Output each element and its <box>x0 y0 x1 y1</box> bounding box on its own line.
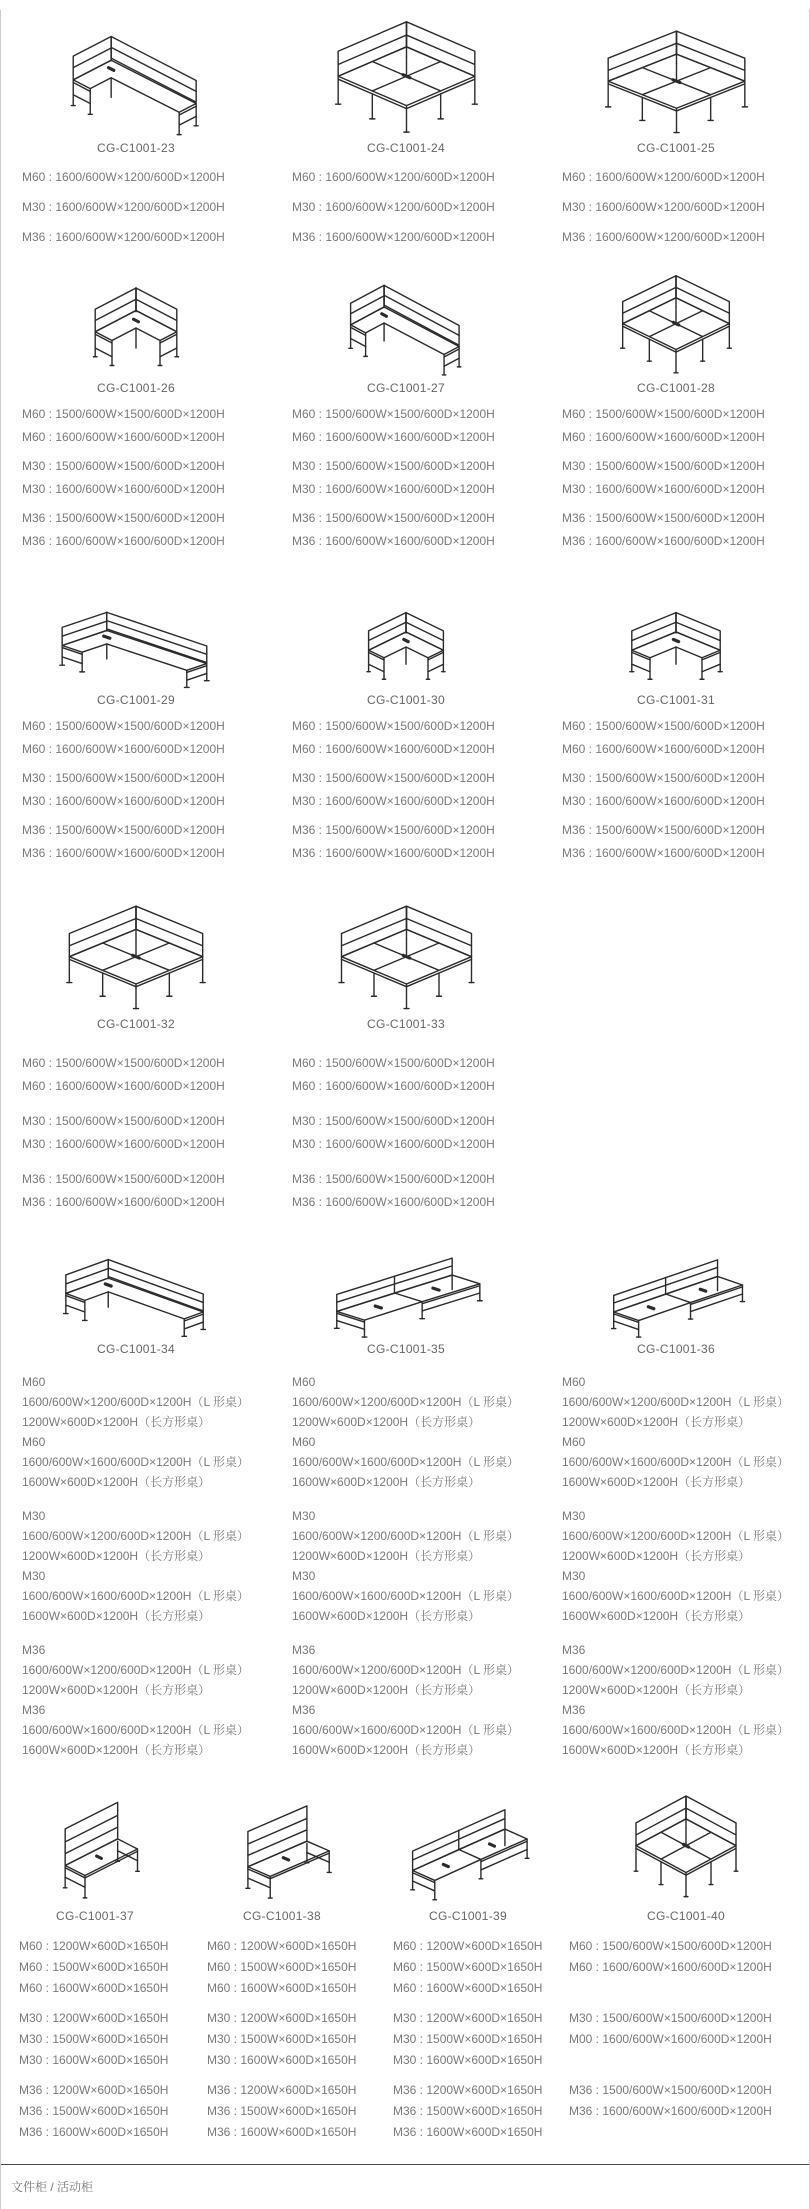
spec-group <box>393 2008 561 2071</box>
spec-line: M30 : 1500/600W×1500/600D×1200H <box>562 459 765 473</box>
spec-line: M30 : 1200W×600D×1650H <box>19 2011 169 2025</box>
product-card <box>1 1784 189 2152</box>
spec-line: M60 : 1500/600W×1500/600D×1200H <box>22 407 225 421</box>
product-code: CG-C1001-39 <box>428 1909 507 1923</box>
cross-cluster-workstation-line-art <box>36 898 236 1014</box>
spec-line: 1600W×600D×1200H（长方形桌） <box>22 1743 211 1757</box>
product-specs <box>375 1936 561 2143</box>
corner-workstation-line-art <box>611 604 741 690</box>
product-card <box>189 1784 375 2152</box>
spec-line: 1600/600W×1200/600D×1200H（L 形桌） <box>22 1529 250 1543</box>
product-code: CG-C1001-31 <box>636 693 715 707</box>
spec-line: M60 : 1600W×600D×1650H <box>19 1981 169 1995</box>
product-line-drawing <box>1 600 271 690</box>
product-code: CG-C1001-33 <box>366 1017 445 1031</box>
spec-line: M30 <box>22 1569 46 1583</box>
product-code: CG-C1001-26 <box>96 381 175 395</box>
product-specs <box>271 1052 541 1214</box>
spec-line: M30 : 1600/600W×1200/600D×1200H <box>562 200 765 214</box>
product-code: CG-C1001-34 <box>96 1342 175 1356</box>
spec-group <box>292 1372 541 1492</box>
spec-group <box>292 819 541 864</box>
spec-group <box>562 455 810 500</box>
double-inline-workstation-line-art <box>306 1247 506 1339</box>
spec-line: M60 : 1500W×600D×1650H <box>393 1960 543 1974</box>
spec-line: M36 : 1600W×600D×1650H <box>19 2125 169 2139</box>
spec-line: 1200W×600D×1200H（长方形桌） <box>292 1415 481 1429</box>
spec-group <box>22 222 271 252</box>
product-line-drawing <box>541 258 810 378</box>
spec-line: M36 <box>292 1703 316 1717</box>
spec-line: M60 <box>562 1435 586 1449</box>
product-specs <box>1 403 271 552</box>
product-specs <box>1 1936 189 2143</box>
spec-line: 1600/600W×1200/600D×1200H（L 形桌） <box>562 1395 790 1409</box>
spec-group <box>22 162 271 192</box>
spec-line: 1600W×600D×1200H（长方形桌） <box>562 1743 751 1757</box>
spec-line: 1200W×600D×1200H（长方形桌） <box>562 1415 751 1429</box>
spec-line: M60 : 1500/600W×1500/600D×1200H <box>292 1056 495 1070</box>
spec-line: M36 : 1200W×600D×1650H <box>207 2083 357 2097</box>
spec-line: M30 <box>22 1509 46 1523</box>
product-row <box>1 1784 809 2152</box>
spec-group <box>562 403 810 448</box>
product-code: CG-C1001-27 <box>366 381 445 395</box>
product-line-drawing <box>1 258 271 378</box>
spec-group <box>562 1640 810 1760</box>
product-card <box>271 258 541 559</box>
product-specs <box>1 1052 271 1214</box>
product-line-drawing <box>561 1784 810 1902</box>
spec-line: 1600W×600D×1200H（长方形桌） <box>22 1475 211 1489</box>
l-workstation-line-art <box>41 1249 231 1339</box>
spec-group <box>207 2080 375 2143</box>
product-specs <box>1 715 271 864</box>
spec-line: M36 : 1500/600W×1500/600D×1200H <box>22 1172 225 1186</box>
spec-group <box>562 767 810 812</box>
spec-line: 1600/600W×1600/600D×1200H（L 形桌） <box>292 1455 520 1469</box>
spec-group <box>22 1110 271 1156</box>
spec-group <box>22 1506 271 1626</box>
spec-line: M60 : 1600W×600D×1650H <box>393 1981 543 1995</box>
spec-line: 1600W×600D×1200H（长方形桌） <box>22 1609 211 1623</box>
product-code: CG-C1001-30 <box>366 693 445 707</box>
spec-line: M30 : 1600W×600D×1650H <box>207 2053 357 2067</box>
spec-line: 1600/600W×1600/600D×1200H（L 形桌） <box>562 1589 790 1603</box>
product-card <box>271 600 541 871</box>
product-line-drawing <box>271 258 541 378</box>
spec-group <box>292 1110 541 1156</box>
spec-line: 1200W×600D×1200H（长方形桌） <box>562 1549 751 1563</box>
l-workstation-line-art <box>51 23 221 138</box>
double-inline-workstation-line-art <box>586 1249 766 1339</box>
spec-line: 1600/600W×1200/600D×1200H（L 形桌） <box>562 1529 790 1543</box>
spec-line: M30 : 1500/600W×1500/600D×1200H <box>562 771 765 785</box>
spec-line: M36 : 1600/600W×1600/600D×1200H <box>292 845 495 860</box>
product-code: CG-C1001-37 <box>55 1909 134 1923</box>
spec-line: M36 : 1600W×600D×1650H <box>393 2125 543 2139</box>
spec-line: M36 : 1600/600W×1600/600D×1200H <box>569 2104 772 2118</box>
spec-line: M60 : 1500/600W×1500/600D×1200H <box>562 719 765 733</box>
product-line-drawing <box>271 888 541 1014</box>
spec-group <box>292 1506 541 1626</box>
spec-line: M60 : 1600/600W×1200/600D×1200H <box>562 170 765 184</box>
product-code: CG-C1001-35 <box>366 1342 445 1356</box>
product-specs <box>271 715 541 864</box>
spec-line: 1600W×600D×1200H（长方形桌） <box>562 1475 751 1489</box>
product-code: CG-C1001-32 <box>96 1017 175 1031</box>
product-line-drawing <box>541 600 810 690</box>
corner-workstation-line-art <box>76 278 196 378</box>
spec-group <box>562 222 810 252</box>
spec-group <box>207 2008 375 2071</box>
spec-line: 1600W×600D×1200H（长方形桌） <box>292 1609 481 1623</box>
spec-group <box>19 1936 189 1999</box>
spec-line: 1600/600W×1600/600D×1200H（L 形桌） <box>562 1455 790 1469</box>
product-card <box>541 1244 810 1774</box>
spec-group <box>22 455 271 500</box>
spec-line: M36 : 1600/600W×1600/600D×1200H <box>292 533 495 548</box>
spec-group <box>22 1052 271 1098</box>
spec-group <box>569 1936 810 1999</box>
product-card <box>1 600 271 871</box>
spec-group <box>562 192 810 222</box>
product-code: CG-C1001-28 <box>636 381 715 395</box>
product-specs <box>189 1936 375 2143</box>
product-specs <box>541 715 810 864</box>
spec-line: M30 <box>562 1509 586 1523</box>
cross-cluster-workstation-line-art <box>574 23 779 138</box>
spec-line: M60 : 1500/600W×1500/600D×1200H <box>292 719 495 733</box>
spec-line: M30 : 1600/600W×1600/600D×1200H <box>22 481 225 496</box>
spec-line: M60 <box>22 1435 46 1449</box>
spec-line: M36 : 1600/600W×1200/600D×1200H <box>292 230 495 244</box>
spec-line: M60 : 1200W×600D×1650H <box>393 1939 543 1953</box>
spec-group <box>562 507 810 552</box>
spec-line: M60 : 1200W×600D×1650H <box>207 1939 357 1953</box>
product-code: CG-C1001-23 <box>96 141 175 155</box>
product-line-drawing <box>271 1244 541 1339</box>
product-specs <box>271 162 541 252</box>
spec-line: M60 : 1600/600W×1600/600D×1200H <box>562 741 765 756</box>
product-specs <box>1 1372 271 1760</box>
footer-category-label: 文件柜 / 活动柜 <box>11 2180 94 2194</box>
spec-line: M30 : 1500/600W×1500/600D×1200H <box>292 771 495 785</box>
product-line-drawing <box>271 10 541 138</box>
spec-line: M36 : 1600/600W×1200/600D×1200H <box>562 230 765 244</box>
spec-group <box>562 162 810 192</box>
spec-line: M60 : 1500W×600D×1650H <box>207 1960 357 1974</box>
spec-line: M30 : 1600/600W×1600/600D×1200H <box>22 1137 225 1151</box>
spec-line: 1600W×600D×1200H（长方形桌） <box>292 1743 481 1757</box>
spec-line: M30 : 1200W×600D×1650H <box>393 2011 543 2025</box>
cross-cluster-workstation-line-art <box>596 268 756 378</box>
product-line-drawing <box>1 1784 189 1902</box>
product-line-drawing <box>1 1244 271 1339</box>
product-card <box>561 1784 810 2152</box>
spec-line: 1600/600W×1600/600D×1200H（L 形桌） <box>292 1589 520 1603</box>
spec-group <box>292 192 541 222</box>
spec-line: M30 : 1500W×600D×1650H <box>19 2032 169 2046</box>
product-card <box>541 10 810 252</box>
spec-group <box>207 1936 375 1999</box>
spec-line: M60 <box>292 1375 316 1389</box>
corner-workstation-line-art <box>351 604 461 690</box>
spec-line: M30 : 1500/600W×1500/600D×1200H <box>22 1114 225 1128</box>
product-card <box>271 10 541 252</box>
spec-line: M36 : 1600/600W×1600/600D×1200H <box>22 845 225 860</box>
product-card <box>1 888 271 1226</box>
product-code: CG-C1001-36 <box>636 1342 715 1356</box>
spec-line: 1200W×600D×1200H（长方形桌） <box>292 1683 481 1697</box>
cross-cluster-workstation-line-art <box>611 1788 761 1902</box>
spec-group <box>562 715 810 760</box>
cross-cluster-workstation-line-art <box>304 13 509 138</box>
spec-line: M36 : 1500/600W×1500/600D×1200H <box>22 511 225 525</box>
spec-group <box>292 767 541 812</box>
spec-line: M60 <box>292 1435 316 1449</box>
spec-line: M36 : 1600/600W×1600/600D×1200H <box>22 533 225 548</box>
spec-line: M30 : 1500/600W×1500/600D×1200H <box>292 1114 495 1128</box>
spec-line: M36 : 1600/600W×1600/600D×1200H <box>292 1195 495 1209</box>
product-line-drawing <box>375 1784 561 1902</box>
product-code: CG-C1001-24 <box>366 141 445 155</box>
spec-group <box>292 222 541 252</box>
spec-line: M60 : 1600/600W×1200/600D×1200H <box>22 170 225 184</box>
spec-group <box>569 2008 810 2071</box>
spec-line: 1600/600W×1200/600D×1200H（L 形桌） <box>292 1529 520 1543</box>
spec-group <box>562 1372 810 1492</box>
product-code: CG-C1001-25 <box>636 141 715 155</box>
spec-line: M30 : 1600/600W×1200/600D×1200H <box>292 200 495 214</box>
spec-group <box>22 819 271 864</box>
spec-line: M36 : 1500W×600D×1650H <box>207 2104 357 2118</box>
product-card <box>271 1244 541 1774</box>
l-workstation-line-art <box>331 273 481 378</box>
product-card <box>1 10 271 252</box>
spec-line: M36 : 1500/600W×1500/600D×1200H <box>22 823 225 837</box>
product-specs <box>271 1372 541 1760</box>
product-specs <box>541 403 810 552</box>
spec-line: 1200W×600D×1200H（长方形桌） <box>22 1683 211 1697</box>
spec-line: M30 : 1600W×600D×1650H <box>393 2053 543 2067</box>
spec-line: M36 <box>562 1703 586 1717</box>
product-line-drawing <box>541 10 810 138</box>
spec-line: M60 : 1500/600W×1500/600D×1200H <box>22 719 225 733</box>
spec-group <box>22 1640 271 1760</box>
product-row <box>1 888 809 1226</box>
spec-group <box>393 2080 561 2143</box>
spec-line: M36 : 1500/600W×1500/600D×1200H <box>292 1172 495 1186</box>
spec-line: M60 : 1500/600W×1500/600D×1200H <box>22 1056 225 1070</box>
spec-line: M36 : 1600/600W×1600/600D×1200H <box>562 845 765 860</box>
spec-line: M60 : 1600W×600D×1650H <box>207 1981 357 1995</box>
spec-line: M30 : 1500/600W×1500/600D×1200H <box>569 2011 772 2025</box>
spec-line: M30 <box>562 1569 586 1583</box>
spec-line: 1200W×600D×1200H（长方形桌） <box>562 1683 751 1697</box>
spec-line: M36 : 1200W×600D×1650H <box>393 2083 543 2097</box>
spec-line: 1600/600W×1600/600D×1200H（L 形桌） <box>562 1723 790 1737</box>
catalog-page <box>0 10 810 2209</box>
product-card <box>375 1784 561 2152</box>
product-row <box>1 1244 809 1774</box>
spec-line: M30 : 1600/600W×1600/600D×1200H <box>292 793 495 808</box>
spec-group <box>22 767 271 812</box>
spec-group <box>19 2008 189 2071</box>
spec-line: M60 : 1600/600W×1600/600D×1200H <box>22 429 225 444</box>
spec-group <box>292 162 541 192</box>
spec-line: M30 : 1500W×600D×1650H <box>207 2032 357 2046</box>
product-card <box>1 1244 271 1774</box>
spec-line: M60 : 1500/600W×1500/600D×1200H <box>292 407 495 421</box>
spec-line: M36 <box>292 1643 316 1657</box>
spec-group <box>292 455 541 500</box>
spec-line: M00 : 1600/600W×1600/600D×1200H <box>569 2032 772 2046</box>
spec-line: M30 : 1500W×600D×1650H <box>393 2032 543 2046</box>
spec-line: M30 : 1600/600W×1600/600D×1200H <box>292 1137 495 1151</box>
spec-line: M60 : 1600/600W×1600/600D×1200H <box>22 741 225 756</box>
spec-group <box>19 2080 189 2143</box>
spec-line: M36 : 1500/600W×1500/600D×1200H <box>292 511 495 525</box>
product-code: CG-C1001-38 <box>242 1909 321 1923</box>
spec-group <box>393 1936 561 1999</box>
product-code: CG-C1001-29 <box>96 693 175 707</box>
product-card <box>271 888 541 1226</box>
spec-line: M36 : 1500/600W×1500/600D×1200H <box>562 511 765 525</box>
spec-line: M30 : 1600/600W×1600/600D×1200H <box>562 481 765 496</box>
spec-line: M60 <box>562 1375 586 1389</box>
spec-group <box>292 1168 541 1214</box>
spec-line: M36 : 1500W×600D×1650H <box>19 2104 169 2118</box>
spec-line: 1600/600W×1200/600D×1200H（L 形桌） <box>292 1395 520 1409</box>
spec-group <box>562 1506 810 1626</box>
high-panel-workstation-line-art <box>43 1790 148 1902</box>
double-inline-workstation-line-art <box>388 1797 548 1902</box>
spec-line: M30 : 1600/600W×1200/600D×1200H <box>22 200 225 214</box>
spec-line: 1600/600W×1200/600D×1200H（L 形桌） <box>22 1663 250 1677</box>
spec-line: M30 : 1600/600W×1600/600D×1200H <box>562 793 765 808</box>
spec-line: M60 : 1600/600W×1600/600D×1200H <box>569 1960 772 1974</box>
spec-line: M30 <box>292 1569 316 1583</box>
product-specs <box>271 403 541 552</box>
cross-cluster-workstation-line-art <box>309 898 504 1014</box>
spec-line: 1200W×600D×1200H（长方形桌） <box>22 1549 211 1563</box>
product-line-drawing <box>1 888 271 1014</box>
spec-group <box>292 1052 541 1098</box>
product-specs <box>541 162 810 252</box>
product-specs <box>541 1372 810 1760</box>
spec-line: M60 : 1600/600W×1600/600D×1200H <box>22 1079 225 1093</box>
spec-line: M60 : 1600/600W×1600/600D×1200H <box>292 741 495 756</box>
spec-line: M30 : 1600/600W×1600/600D×1200H <box>22 793 225 808</box>
spec-line: M36 : 1500/600W×1500/600D×1200H <box>569 2083 772 2097</box>
spec-line: M36 <box>22 1643 46 1657</box>
product-row <box>1 258 809 559</box>
spec-group <box>562 819 810 864</box>
spec-line: M36 : 1200W×600D×1650H <box>19 2083 169 2097</box>
spec-group <box>22 1372 271 1492</box>
spec-line: M30 : 1500/600W×1500/600D×1200H <box>22 459 225 473</box>
spec-line: M36 : 1600/600W×1600/600D×1200H <box>562 533 765 548</box>
spec-line: M36 : 1600W×600D×1650H <box>207 2125 357 2139</box>
spec-line: M36 : 1500/600W×1500/600D×1200H <box>562 823 765 837</box>
product-specs <box>561 1936 810 2143</box>
spec-line: M60 <box>22 1375 46 1389</box>
spec-line: 1600W×600D×1200H（长方形桌） <box>292 1475 481 1489</box>
spec-line: M30 : 1600/600W×1600/600D×1200H <box>292 481 495 496</box>
footer-divider <box>1 2164 809 2165</box>
spec-line: M36 <box>22 1703 46 1717</box>
product-card <box>541 600 810 871</box>
spec-group <box>22 403 271 448</box>
spec-line: M60 : 1500W×600D×1650H <box>19 1960 169 1974</box>
spec-line: M60 : 1600/600W×1600/600D×1200H <box>562 429 765 444</box>
spec-line: M30 : 1200W×600D×1650H <box>207 2011 357 2025</box>
spec-line: 1600/600W×1200/600D×1200H（L 形桌） <box>292 1663 520 1677</box>
product-line-drawing <box>541 1244 810 1339</box>
product-line-drawing <box>189 1784 375 1902</box>
spec-line: M60 : 1500/600W×1500/600D×1200H <box>569 1939 772 1953</box>
product-card <box>541 258 810 559</box>
spec-line: M60 : 1600/600W×1600/600D×1200H <box>292 429 495 444</box>
spec-group <box>22 1168 271 1214</box>
spec-line: M60 : 1200W×600D×1650H <box>19 1939 169 1953</box>
spec-line: M36 : 1500W×600D×1650H <box>393 2104 543 2118</box>
spec-line: 1600/600W×1200/600D×1200H（L 形桌） <box>562 1663 790 1677</box>
spec-line: 1600/600W×1200/600D×1200H（L 形桌） <box>22 1395 250 1409</box>
spec-line: 1200W×600D×1200H（长方形桌） <box>292 1549 481 1563</box>
spec-group <box>22 192 271 222</box>
product-specs <box>1 162 271 252</box>
product-row <box>1 600 809 871</box>
spec-group <box>22 715 271 760</box>
spec-group <box>292 507 541 552</box>
spec-line: M30 : 1500/600W×1500/600D×1200H <box>292 459 495 473</box>
spec-line: M36 <box>562 1643 586 1657</box>
product-line-drawing <box>271 600 541 690</box>
spec-line: M36 : 1600/600W×1200/600D×1200H <box>22 230 225 244</box>
spec-line: 1600/600W×1600/600D×1200H（L 形桌） <box>22 1723 250 1737</box>
product-line-drawing <box>1 10 271 138</box>
spec-line: 1600W×600D×1200H（长方形桌） <box>562 1609 751 1623</box>
spec-line: M30 : 1600W×600D×1650H <box>19 2053 169 2067</box>
spec-line: M36 : 1600/600W×1600/600D×1200H <box>22 1195 225 1209</box>
product-row <box>1 10 809 252</box>
spec-group <box>292 403 541 448</box>
spec-group <box>292 1640 541 1760</box>
spec-line: M36 : 1500/600W×1500/600D×1200H <box>292 823 495 837</box>
spec-group <box>569 2080 810 2143</box>
spec-line: M30 : 1500/600W×1500/600D×1200H <box>22 771 225 785</box>
spec-line: 1600/600W×1600/600D×1200H（L 形桌） <box>22 1589 250 1603</box>
spec-line: 1600/600W×1600/600D×1200H（L 形桌） <box>22 1455 250 1469</box>
high-panel-workstation-line-art <box>223 1794 341 1902</box>
l-workstation-line-art <box>36 602 236 690</box>
spec-group <box>22 507 271 552</box>
product-catalog <box>1 10 809 2152</box>
spec-line: M30 <box>292 1509 316 1523</box>
spec-line: M60 : 1500/600W×1500/600D×1200H <box>562 407 765 421</box>
product-card <box>1 258 271 559</box>
spec-line: 1200W×600D×1200H（长方形桌） <box>22 1415 211 1429</box>
product-code: CG-C1001-40 <box>646 1909 725 1923</box>
spec-line: M60 : 1600/600W×1600/600D×1200H <box>292 1079 495 1093</box>
spec-group <box>292 715 541 760</box>
spec-line: 1600/600W×1600/600D×1200H（L 形桌） <box>292 1723 520 1737</box>
spec-line: M60 : 1600/600W×1200/600D×1200H <box>292 170 495 184</box>
